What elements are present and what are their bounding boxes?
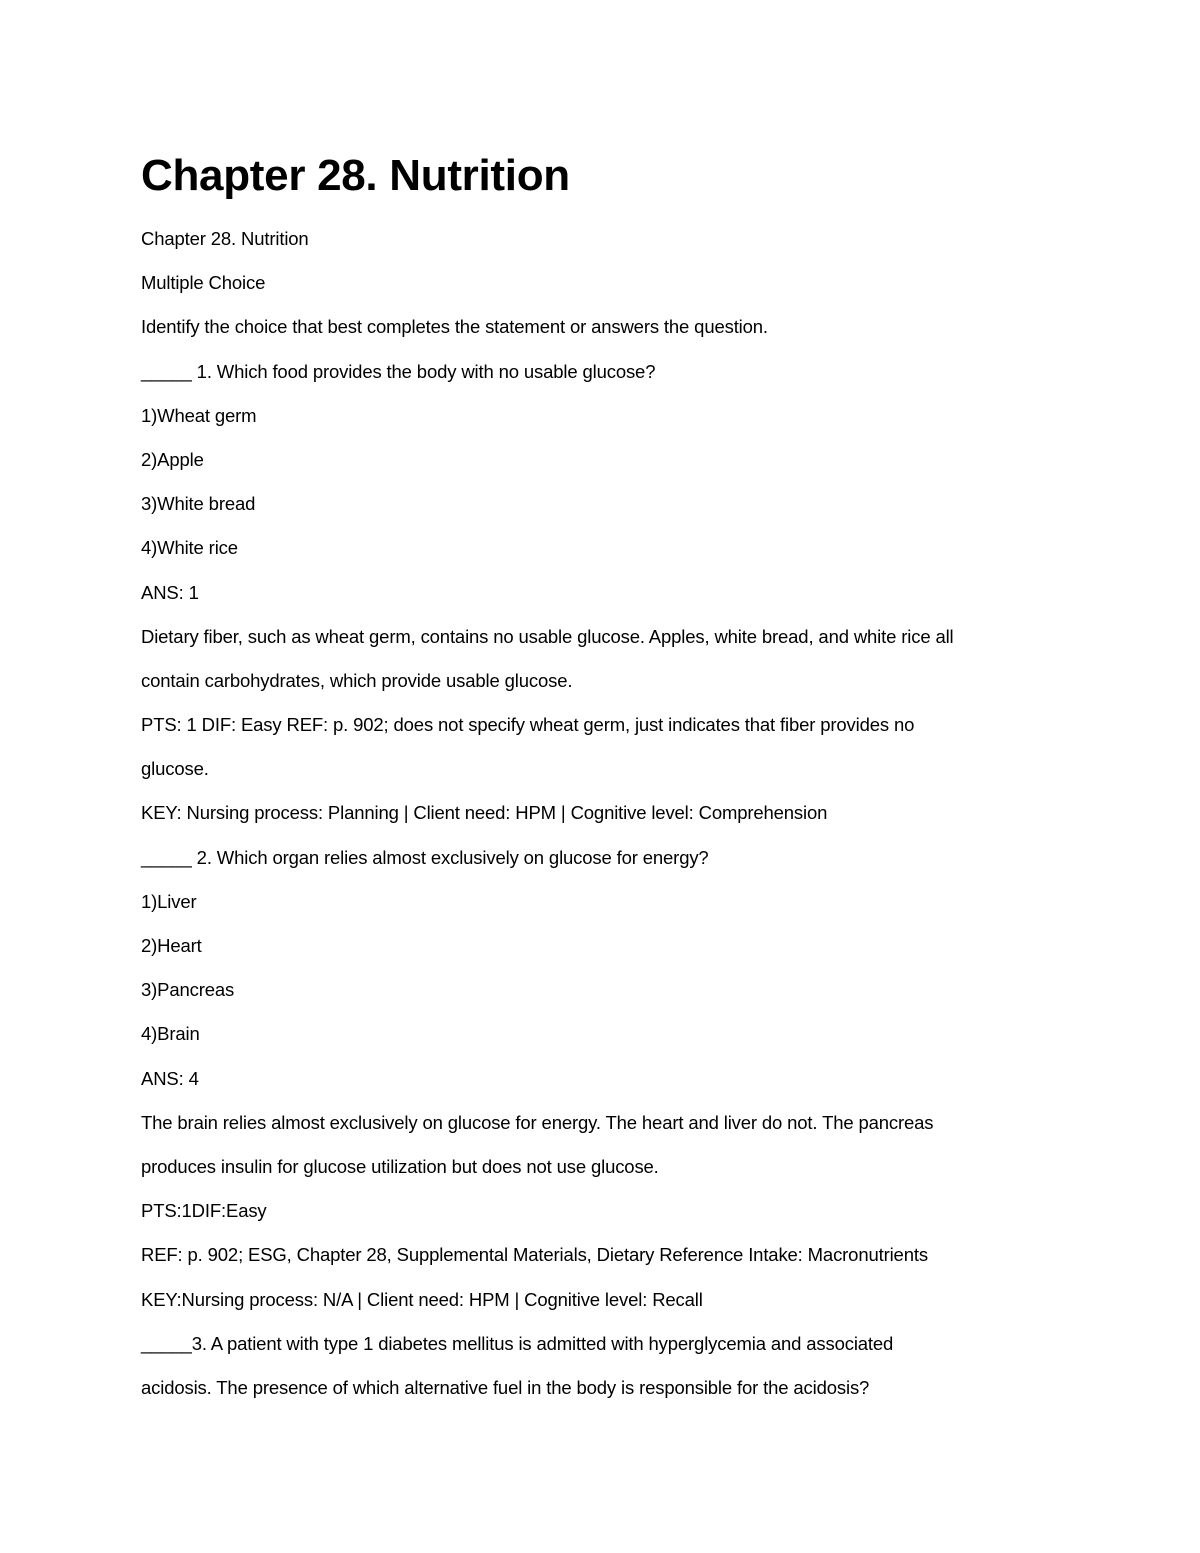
q1-key: KEY: Nursing process: Planning | Client need: HPM | Cognitive level: Comprehension — [141, 802, 828, 824]
q1-meta-line-1: PTS: 1 DIF: Easy REF: p. 902; does not specify wheat germ, just indicates that fiber provides no — [141, 714, 915, 736]
q2-rationale-line-2: produces insulin for glucose utilization but does not use glucose. — [141, 1155, 659, 1177]
section-heading: Multiple Choice — [141, 272, 266, 294]
q1-option-3: 3)White bread — [141, 493, 256, 515]
q2-option-1: 1)Liver — [141, 890, 197, 912]
q1-option-4: 4)White rice — [141, 537, 238, 559]
q2-option-2: 2)Heart — [141, 935, 202, 956]
q1-rationale-line-2: contain carbohydrates, which provide usable glucose. — [141, 669, 573, 691]
q2-rationale-line-1: The brain relies almost exclusively on glucose for energy. The heart and liver do not. The pancreas — [141, 1111, 934, 1133]
q2-reference: REF: p. 902; ESG, Chapter 28, Supplemental Materials, Dietary Reference Intake: Macronutrients — [141, 1244, 928, 1266]
q1-rationale-line-1: Dietary fiber, such as wheat germ, contains no usable glucose. Apples, white bread, and white rice all — [141, 625, 954, 647]
q1-meta-line-2: glucose. — [141, 758, 209, 780]
q2-key: KEY:Nursing process: N/A | Client need: HPM | Cognitive level: Recall — [141, 1288, 703, 1310]
instructions-line: Identify the choice that best completes the statement or answers the question. — [141, 316, 768, 338]
question-3-line-1: _____3. A patient with type 1 diabetes mellitus is admitted with hyperglycemia and associated — [141, 1332, 894, 1354]
q2-option-4: 4)Brain — [141, 1023, 200, 1045]
question-3-line-2: acidosis. The presence of which alternative fuel in the body is responsible for the acidosis? — [141, 1376, 870, 1398]
q1-option-1: 1)Wheat germ — [141, 404, 257, 426]
question-2: _____ 2. Which organ relies almost exclusively on glucose for energy? — [141, 846, 709, 868]
q1-option-2: 2)Apple — [141, 448, 204, 470]
q2-meta-line-1: PTS:1DIF:Easy — [141, 1200, 267, 1222]
question-1: _____ 1. Which food provides the body with no usable glucose? — [141, 360, 656, 382]
page-title: Chapter 28. Nutrition — [141, 151, 570, 200]
q1-answer: ANS: 1 — [141, 581, 199, 603]
document-body — [141, 217, 1041, 1410]
subtitle-line: Chapter 28. Nutrition — [141, 228, 309, 249]
q2-answer: ANS: 4 — [141, 1067, 199, 1089]
q2-option-3: 3)Pancreas — [141, 979, 235, 1001]
